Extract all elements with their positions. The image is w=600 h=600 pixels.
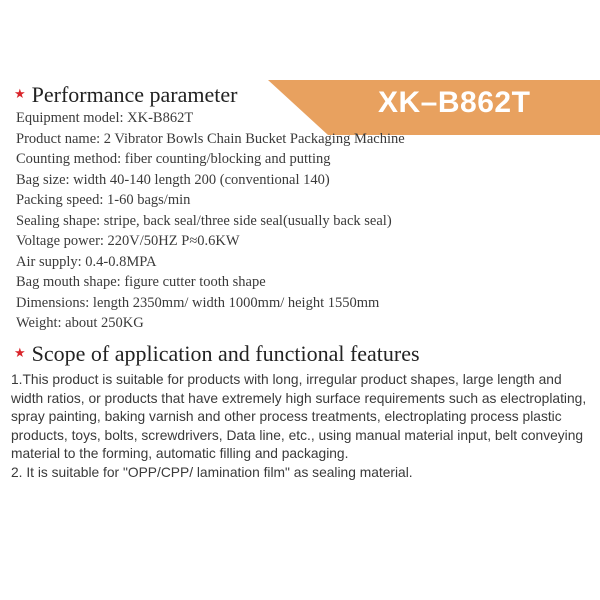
performance-title: Performance parameter (31, 82, 238, 107)
performance-heading (14, 82, 237, 108)
parameter-list (16, 108, 405, 334)
param-line: Product name: 2 Vibrator Bowls Chain Bucket Packaging Machine (16, 130, 405, 147)
param-line: Counting method: fiber counting/blocking and putting (16, 151, 331, 167)
red-star-icon: ★ (14, 86, 26, 101)
scope-paragraph: 2. It is suitable for "OPP/CPP/ lamination film" as sealing material. (11, 464, 413, 480)
param-line: Dimensions: length 2350mm/ width 1000mm/ height 1550mm (16, 294, 380, 311)
param-line: Bag size: width 40-140 length 200 (conventional 140) (16, 171, 330, 188)
param-line: Sealing shape: stripe, back seal/three side seal(usually back seal) (16, 212, 392, 229)
scope-paragraph: 1.This product is suitable for products with long, irregular product shapes, large length and width ratios, or products that have extremely high surface requirements such as electroplating, spray painting, baking varnish and other process treatments, electroplating process plastic products, toys, bolts, screwdrivers, Data line, etc., using manual material input, belt conveying material to the forming, automatic filling and packaging. (11, 372, 587, 462)
param-line: Packing speed: 1-60 bags/min (16, 192, 191, 208)
param-line: Weight: about 250KG (16, 315, 144, 331)
param-line: Voltage power: 220V/50HZ P≈0.6KW (16, 233, 240, 249)
banner-model-label: XK–B862T (378, 86, 531, 119)
param-line: Air supply: 0.4-0.8MPA (16, 253, 157, 270)
scope-heading (14, 341, 420, 367)
scope-title: Scope of application and functional features (31, 341, 420, 366)
scope-body (11, 371, 591, 483)
red-star-icon: ★ (14, 345, 26, 360)
param-line: Bag mouth shape: figure cutter tooth shape (16, 274, 266, 290)
param-line: Equipment model: XK-B862T (16, 110, 194, 126)
